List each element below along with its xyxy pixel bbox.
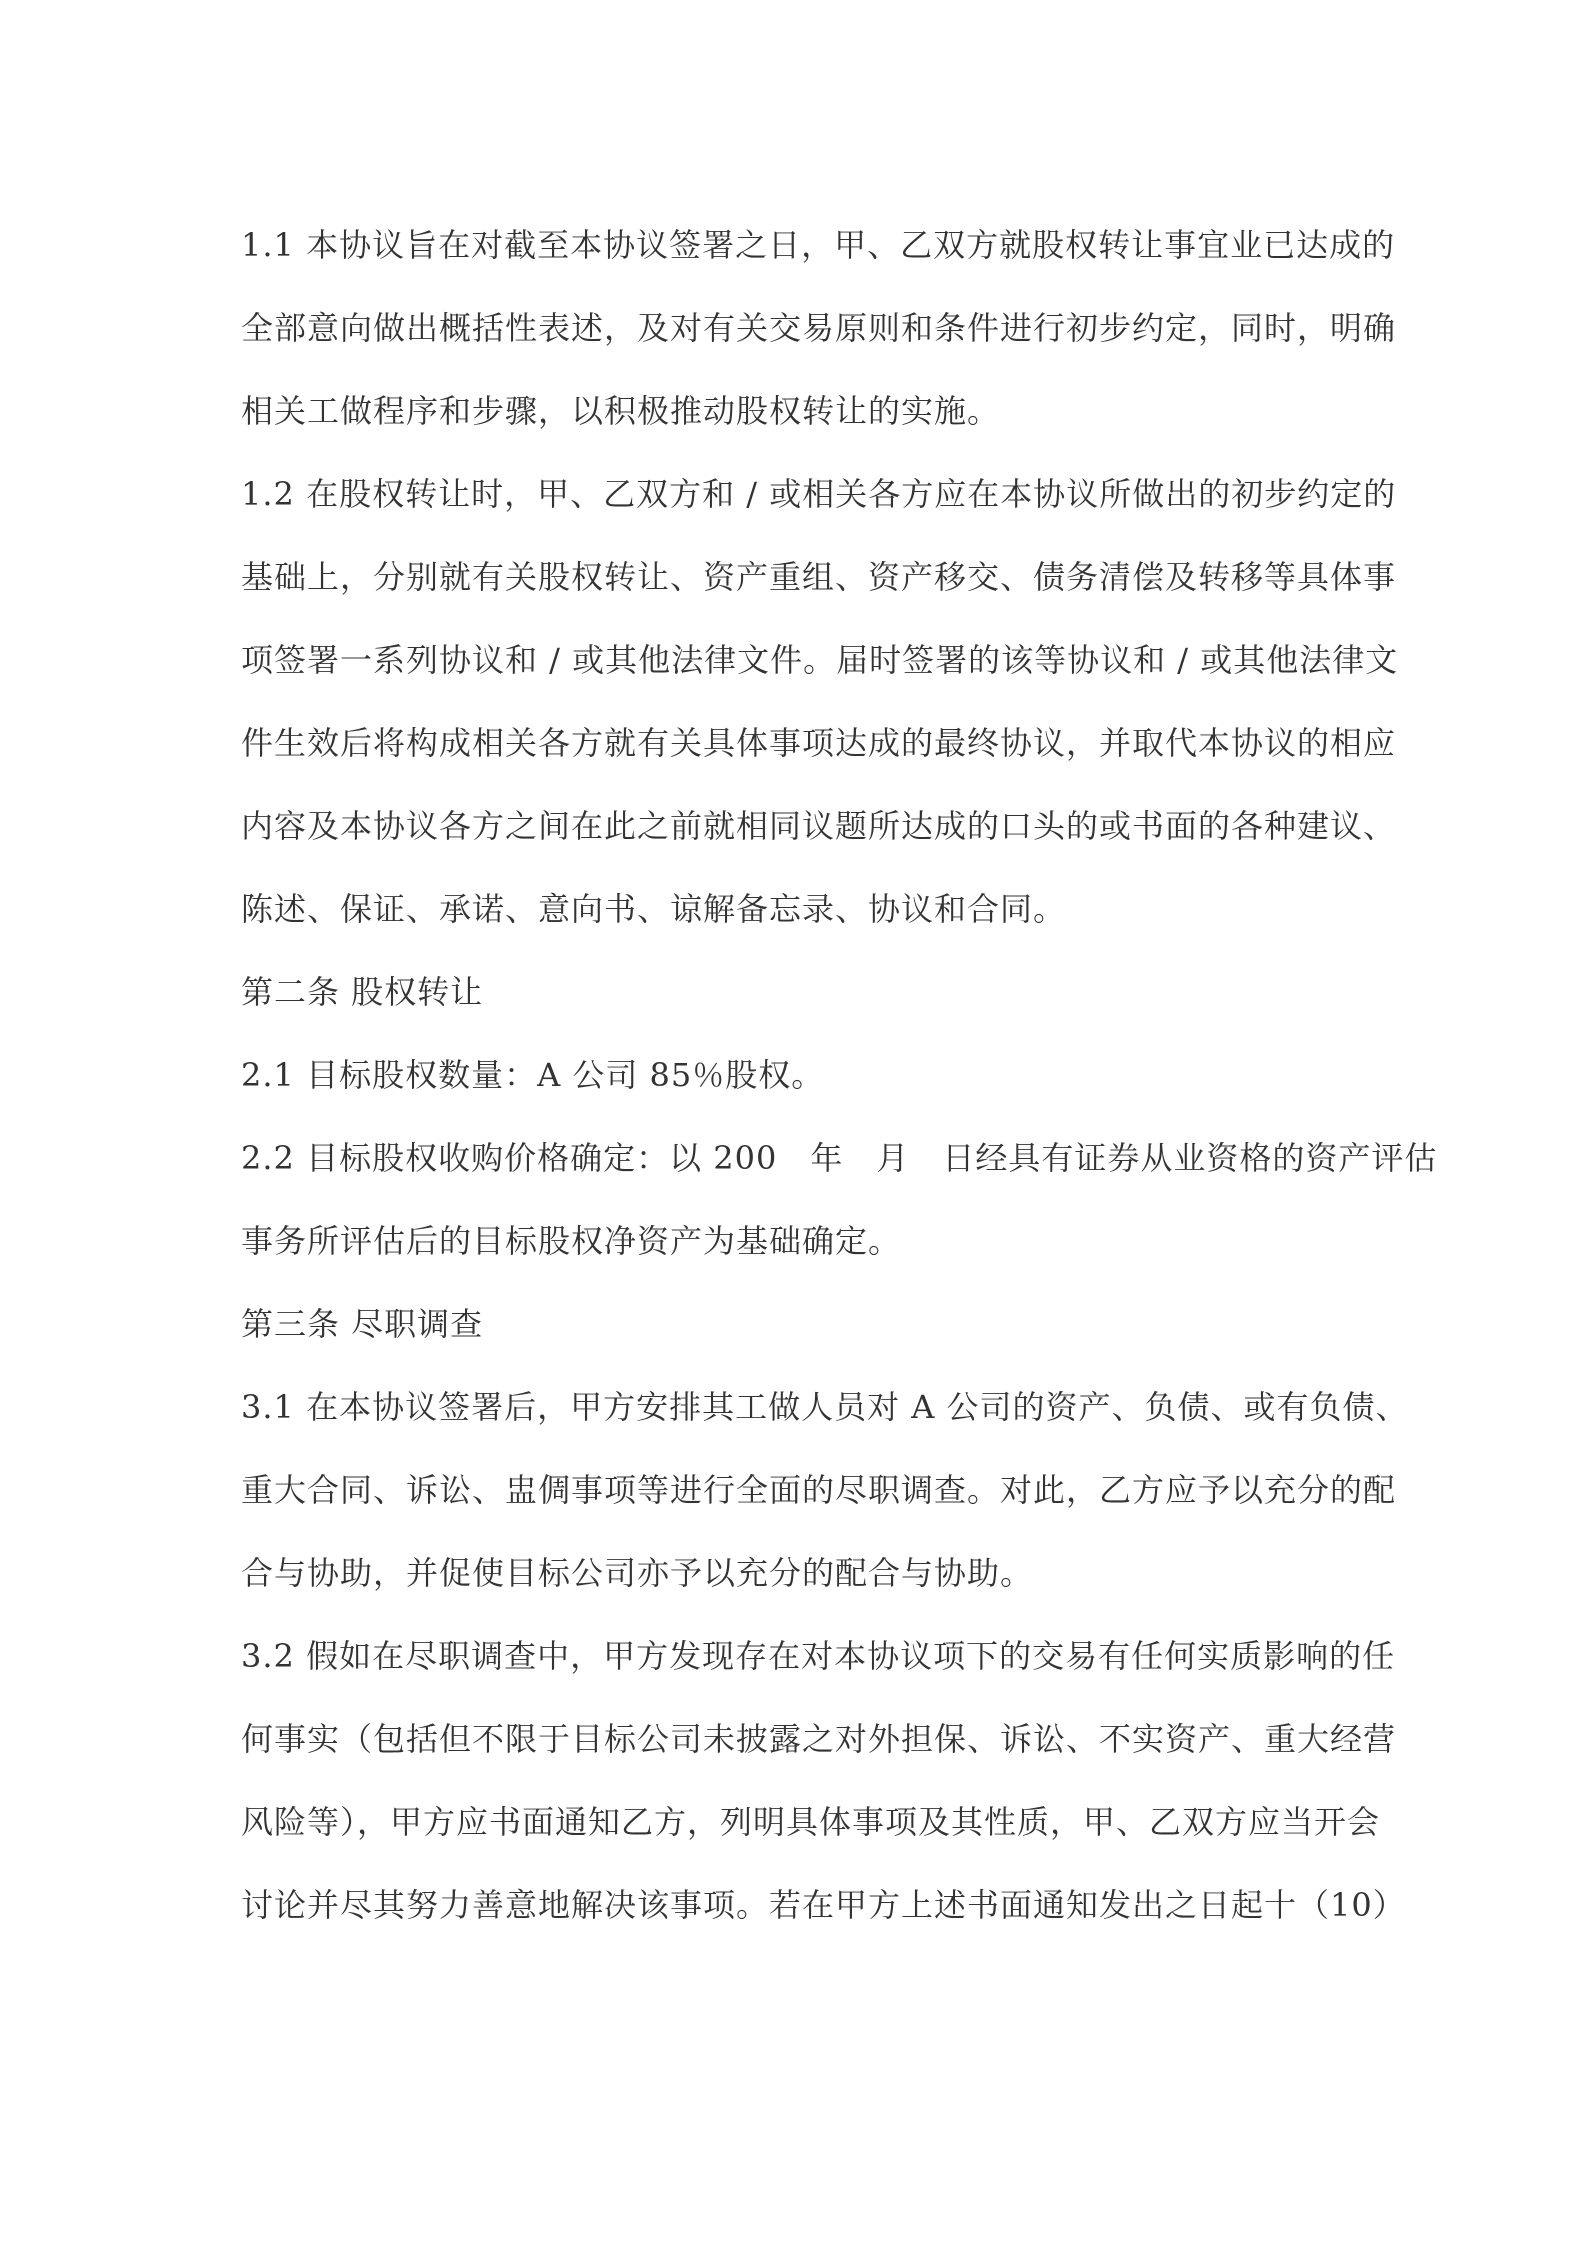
text-line: 项签署一系列协议和 / 或其他法律文件。届时签署的该等协议和 / 或其他法律文 xyxy=(241,641,1399,679)
section-heading: 第三条 尽职调查 xyxy=(241,1305,484,1343)
text-line: 2.2 目标股权收购价格确定：以 200 年 月 日经具有证券从业资格的资产评估 xyxy=(241,1139,1438,1177)
text-line: 何事实（包括但不限于目标公司未披露之对外担保、诉讼、不实资产、重大经营 xyxy=(241,1720,1397,1758)
text-line: 基础上，分别就有关股权转让、资产重组、资产移交、债务清偿及转移等具体事 xyxy=(241,558,1397,596)
text-line: 风险等），甲方应书面通知乙方，列明具体事项及其性质，甲、乙双方应当开会 xyxy=(241,1803,1381,1841)
text-line: 3.1 在本协议签署后，甲方安排其工做人员对 A 公司的资产、负债、或有负债、 xyxy=(241,1388,1409,1426)
text-line: 3.2 假如在尽职调查中，甲方发现存在对本协议项下的交易有任何实质影响的任 xyxy=(241,1637,1396,1675)
text-line: 全部意向做出概括性表述，及对有关交易原则和条件进行初步约定，同时，明确 xyxy=(241,309,1397,347)
text-line: 内容及本协议各方之间在此之前就相同议题所达成的口头的或书面的各种建议、 xyxy=(241,807,1397,845)
text-line: 1.1 本协议旨在对截至本协议签署之日，甲、乙双方就股权转让事宜业已达成的 xyxy=(241,226,1396,264)
text-line: 件生效后将构成相关各方就有关具体事项达成的最终协议，并取代本协议的相应 xyxy=(241,724,1397,762)
text-line: 重大合同、诉讼、盅倜事项等进行全面的尽职调查。对此，乙方应予以充分的配 xyxy=(241,1471,1397,1509)
section-heading: 第二条 股权转让 xyxy=(241,973,484,1011)
text-line: 2.1 目标股权数量：A 公司 85％股权。 xyxy=(241,1056,825,1094)
document-body xyxy=(241,204,1438,1947)
text-line: 事务所评估后的目标股权净资产为基础确定。 xyxy=(241,1222,902,1260)
text-line: 相关工做程序和步骤，以积极推动股权转让的实施。 xyxy=(241,392,1001,430)
text-line: 1.2 在股权转让时，甲、乙双方和 / 或相关各方应在本协议所做出的初步约定的 xyxy=(241,475,1397,513)
text-line: 合与协助，并促使目标公司亦予以充分的配合与协助。 xyxy=(241,1554,1034,1592)
text-line: 陈述、保证、承诺、意向书、谅解备忘录、协议和合同。 xyxy=(241,890,1067,928)
text-line: 讨论并尽其努力善意地解决该事项。若在甲方上述书面通知发出之日起十（10） xyxy=(241,1886,1406,1924)
